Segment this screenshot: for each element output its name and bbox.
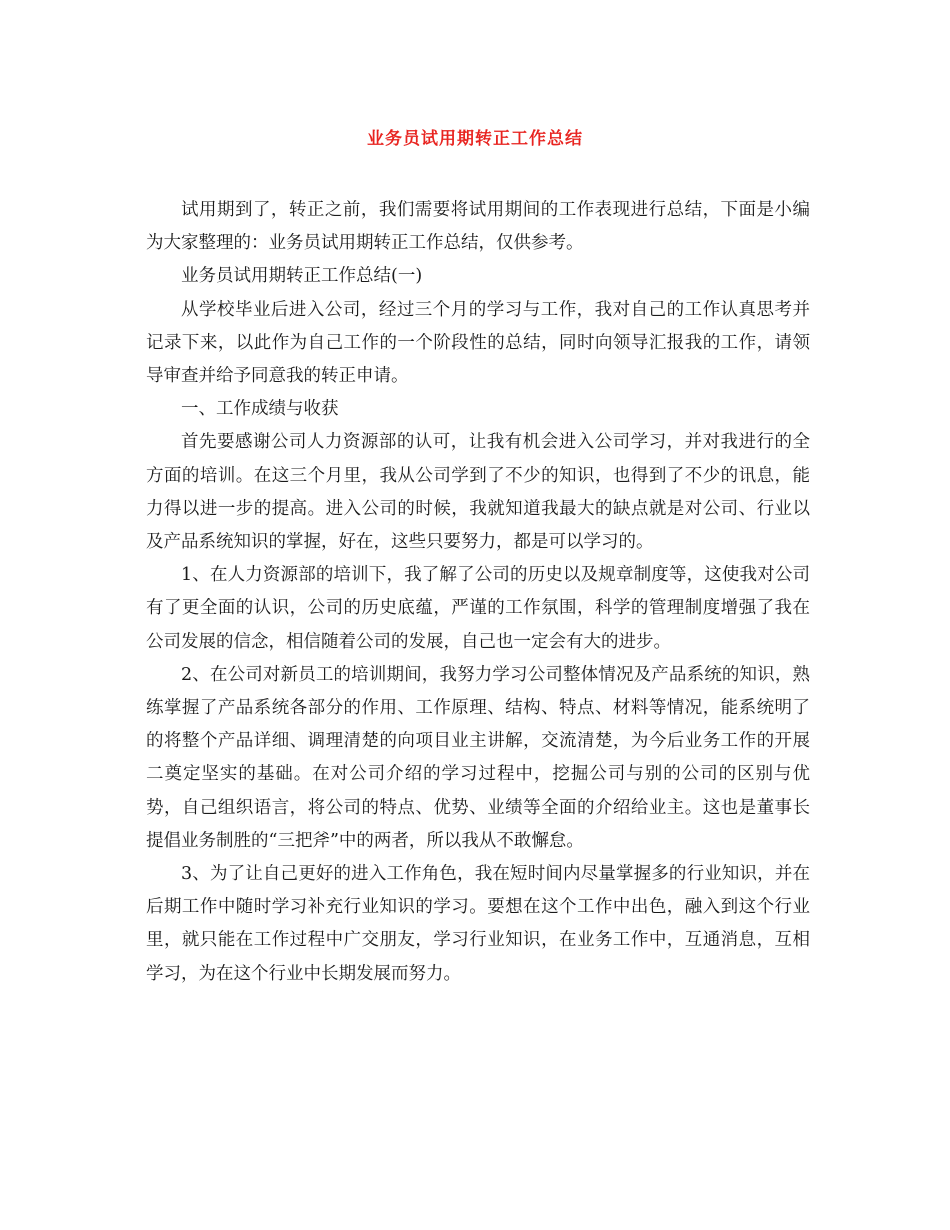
section-heading: 业务员试用期转正工作总结(一) — [181, 266, 423, 287]
subsection-heading: 一、工作成绩与收获 — [181, 399, 339, 420]
body-paragraph: 从学校毕业后进入公司，经过三个月的学习与工作，我对自己的工作认真思考并记录下来，以此作为自己工作的一个阶段性的总结，同时向领导汇报我的工作，请领导审查并给予同意我的转正申请。 — [146, 299, 810, 387]
list-item-3: 3、为了让自己更好的进入工作角色，我在短时间内尽量掌握多的行业知识，并在后期工作中随时学习补充行业知识的学习。要想在这个工作中出色，融入到这个行业里，就只能在工作过程中广交朋友，学习行业知识，在业务工作中，互通消息，互相学习，为在这个行业中长期发展而努力。 — [146, 864, 810, 984]
list-item-1: 1、在人力资源部的培训下，我了解了公司的历史以及规章制度等，这使我对公司有了更全面的认识，公司的历史底蕴，严谨的工作氛围，科学的管理制度增强了我在公司发展的信念，相信随着公司的发展，自己也一定会有大的进步。 — [146, 565, 810, 652]
document-body — [146, 194, 810, 991]
list-item-2: 2、在公司对新员工的培训期间，我努力学习公司整体情况及产品系统的知识，熟练掌握了产品系统各部分的作用、工作原理、结构、特点、材料等情况，能系统明了的将整个产品详细、调理清楚的向项目业主讲解，交流清楚，为今后业务工作的开展二奠定坚实的基础。在对公司介绍的学习过程中，挖掘公司与别的公司的区别与优势，自己组织语言，将公司的特点、优势、业绩等全面的介绍给业主。这也是董事长提倡业务制胜的“三把斧”中的两者，所以我从不敢懈怠。 — [146, 664, 810, 851]
document-title: 业务员试用期转正工作总结 — [367, 129, 583, 149]
intro-paragraph: 试用期到了，转正之前，我们需要将试用期间的工作表现进行总结，下面是小编为大家整理的：业务员试用期转正工作总结，仅供参考。 — [146, 200, 810, 254]
body-paragraph: 首先要感谢公司人力资源部的认可，让我有机会进入公司学习，并对我进行的全方面的培训。在这三个月里，我从公司学到了不少的知识，也得到了不少的讯息，能力得以进一步的提高。进入公司的时候，我就知道我最大的缺点就是对公司、行业以及产品系统知识的掌握，好在，这些只要努力，都是可以学习的。 — [146, 432, 810, 553]
